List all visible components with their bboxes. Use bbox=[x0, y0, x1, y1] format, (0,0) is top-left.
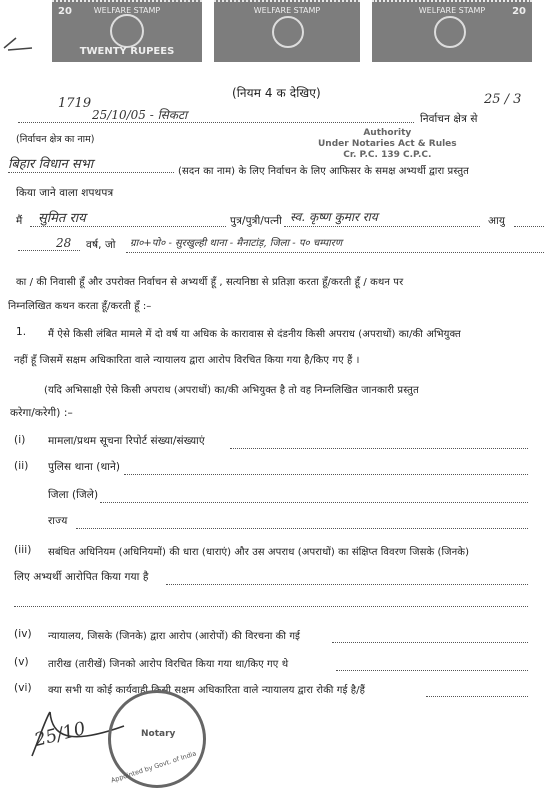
me-prefix: मैं bbox=[16, 215, 23, 227]
item-v-number: (v) bbox=[14, 656, 29, 668]
stamp-title: WELFARE STAMP bbox=[418, 6, 486, 15]
item-i-label: मामला/प्रथम सूचना रिपोर्ट संख्या/संख्याएं bbox=[48, 435, 205, 447]
item-1-line-2: नहीं हूँ जिसमें सक्षम अधिकारिता वाले न्यायालय द्वारा आरोप विरचित किया गया है/किए गए हैं । bbox=[14, 355, 360, 366]
revenue-stamp-3 bbox=[372, 0, 532, 62]
state-label: राज्य bbox=[48, 515, 68, 527]
state-blank bbox=[76, 528, 528, 529]
item-v-blank bbox=[336, 670, 528, 671]
age-blank bbox=[514, 226, 544, 227]
item-iv-label: न्यायालय, जिसके (जिनके) द्वारा आरोप (आरोपों) की विरचना की गई bbox=[48, 631, 301, 642]
item-i-number: (i) bbox=[14, 434, 26, 446]
item-iii-label: सबंधित अधिनियम (अधिनियमों) की धारा (धाराएं) और उस अपराध (अपराधों) का संक्षिप्त विवरण जिसके (जिनके) bbox=[48, 547, 470, 558]
years-label: वर्ष, जो bbox=[86, 239, 116, 251]
if-accused-line-2: करेगा/करेगी) :– bbox=[10, 407, 73, 419]
stamp-value: TWENTY RUPEES bbox=[79, 46, 175, 57]
authority-stamp-line: Authority bbox=[363, 128, 412, 138]
item-vi-label: क्या सभी या कोई कार्यवाही किसी सक्षम अधिकारिता वाले न्यायालय द्वारा रोकी गई है/हैं bbox=[48, 685, 366, 696]
constituency-label: निर्वाचन क्षेत्र से bbox=[420, 113, 478, 125]
statement-line: निम्नलिखित कथन करता हूँ/करती हूँ :– bbox=[8, 301, 152, 312]
item-ii-blank bbox=[124, 474, 528, 475]
notary-seal-line: Appointed by Govt. of India bbox=[109, 749, 198, 785]
item-1-line-1: मैं ऐसे किसी लंबित मामले में दो वर्ष या अधिक के कारावास से दंडनीय किसी अपराध (अपराधों) का/की अभियुक्त bbox=[48, 329, 461, 340]
stamp-title: WELFARE STAMP bbox=[253, 6, 321, 15]
stamp-emblem-icon bbox=[110, 14, 144, 48]
authority-stamp-line: Under Notaries Act & Rules bbox=[318, 139, 457, 149]
father-name: स्व. कृष्ण कुमार राय bbox=[290, 210, 378, 224]
relation-label: पुत्र/पुत्री/पत्नी bbox=[230, 215, 282, 227]
margin-mark-icon bbox=[2, 34, 36, 54]
stamp-denomination: 20 bbox=[58, 6, 72, 17]
item-ii-label: पुलिस थाना (थाने) bbox=[48, 461, 121, 473]
stamp-denomination: 20 bbox=[512, 6, 526, 17]
authority-stamp-line: Cr. P.C. 139 C.P.C. bbox=[343, 150, 432, 160]
item-iii-blank-1 bbox=[166, 584, 528, 585]
if-accused-line-1: (यदि अभिसाक्षी ऐसे किसी अपराध (अपराधों) का/की अभियुक्त है तो वह निम्नलिखित जानकारी प्रस्तुत bbox=[44, 385, 419, 396]
item-i-blank bbox=[230, 448, 528, 449]
item-iv-number: (iv) bbox=[14, 628, 32, 640]
constituency-blank bbox=[18, 122, 414, 123]
address: ग्रा०+पो० - सुरखुल्ही थाना - मैनाटांड़, जिला - प० चम्पारण bbox=[130, 238, 343, 249]
item-vi-number: (vi) bbox=[14, 682, 32, 694]
resident-line: का / की निवासी हूँ और उपरोक्त निर्वाचन से अभ्यर्थी हूँ , सत्यनिष्ठा से प्रतिज्ञा करता हूँ/करती हूँ / कथन पर bbox=[16, 277, 404, 288]
address-blank bbox=[126, 252, 544, 253]
age-value: 28 bbox=[56, 236, 72, 250]
item-ii-number: (ii) bbox=[14, 460, 29, 472]
house-name: बिहार विधान सभा bbox=[8, 157, 94, 172]
candidate-name-blank bbox=[30, 226, 226, 227]
item-iii-label-2: लिए अभ्यर्थी आरोपित किया गया है bbox=[14, 571, 149, 583]
age-value-blank bbox=[18, 250, 80, 251]
item-v-label: तारीख (तारीखें) जिनको आरोप विरचित किया गया था/किए गए थे bbox=[48, 659, 289, 670]
house-label: (सदन का नाम) के लिए निर्वाचन के लिए आफिसर के समक्ष अभ्यर्थी द्वारा प्रस्तुत bbox=[178, 166, 469, 177]
handwritten-date: 25/10/05 - सिकटा bbox=[92, 108, 188, 122]
stamp-title: WELFARE STAMP bbox=[93, 6, 161, 15]
stamp-emblem-icon bbox=[272, 16, 304, 48]
item-iii-blank-2 bbox=[14, 606, 528, 607]
item-iii-number: (iii) bbox=[14, 544, 32, 556]
constituency-name-label: (निर्वाचन क्षेत्र का नाम) bbox=[16, 134, 95, 145]
father-name-blank bbox=[284, 226, 480, 227]
revenue-stamp-2 bbox=[214, 0, 360, 62]
district-label: जिला (जिले) bbox=[48, 489, 99, 501]
stamp-emblem-icon bbox=[434, 16, 466, 48]
item-1-number: 1. bbox=[16, 326, 27, 338]
district-blank bbox=[100, 502, 528, 503]
handwritten-reference: 1719 bbox=[58, 96, 92, 111]
affidavit-line: किया जाने वाला शपथपत्र bbox=[16, 187, 114, 199]
revenue-stamp-1 bbox=[52, 0, 202, 62]
item-vi-blank bbox=[426, 696, 528, 697]
authority-stamp bbox=[318, 128, 457, 161]
page-mark: 25 / 3 bbox=[484, 92, 522, 107]
age-label: आयु bbox=[488, 215, 506, 227]
signature: 25/10 bbox=[32, 718, 88, 751]
house-name-blank bbox=[8, 172, 174, 173]
rule-reference: (नियम 4 क देखिए) bbox=[232, 86, 321, 100]
notary-seal-line: Notary bbox=[141, 729, 176, 739]
item-iv-blank bbox=[332, 642, 528, 643]
notary-seal bbox=[108, 690, 206, 788]
candidate-name: सुमित राय bbox=[38, 211, 86, 226]
